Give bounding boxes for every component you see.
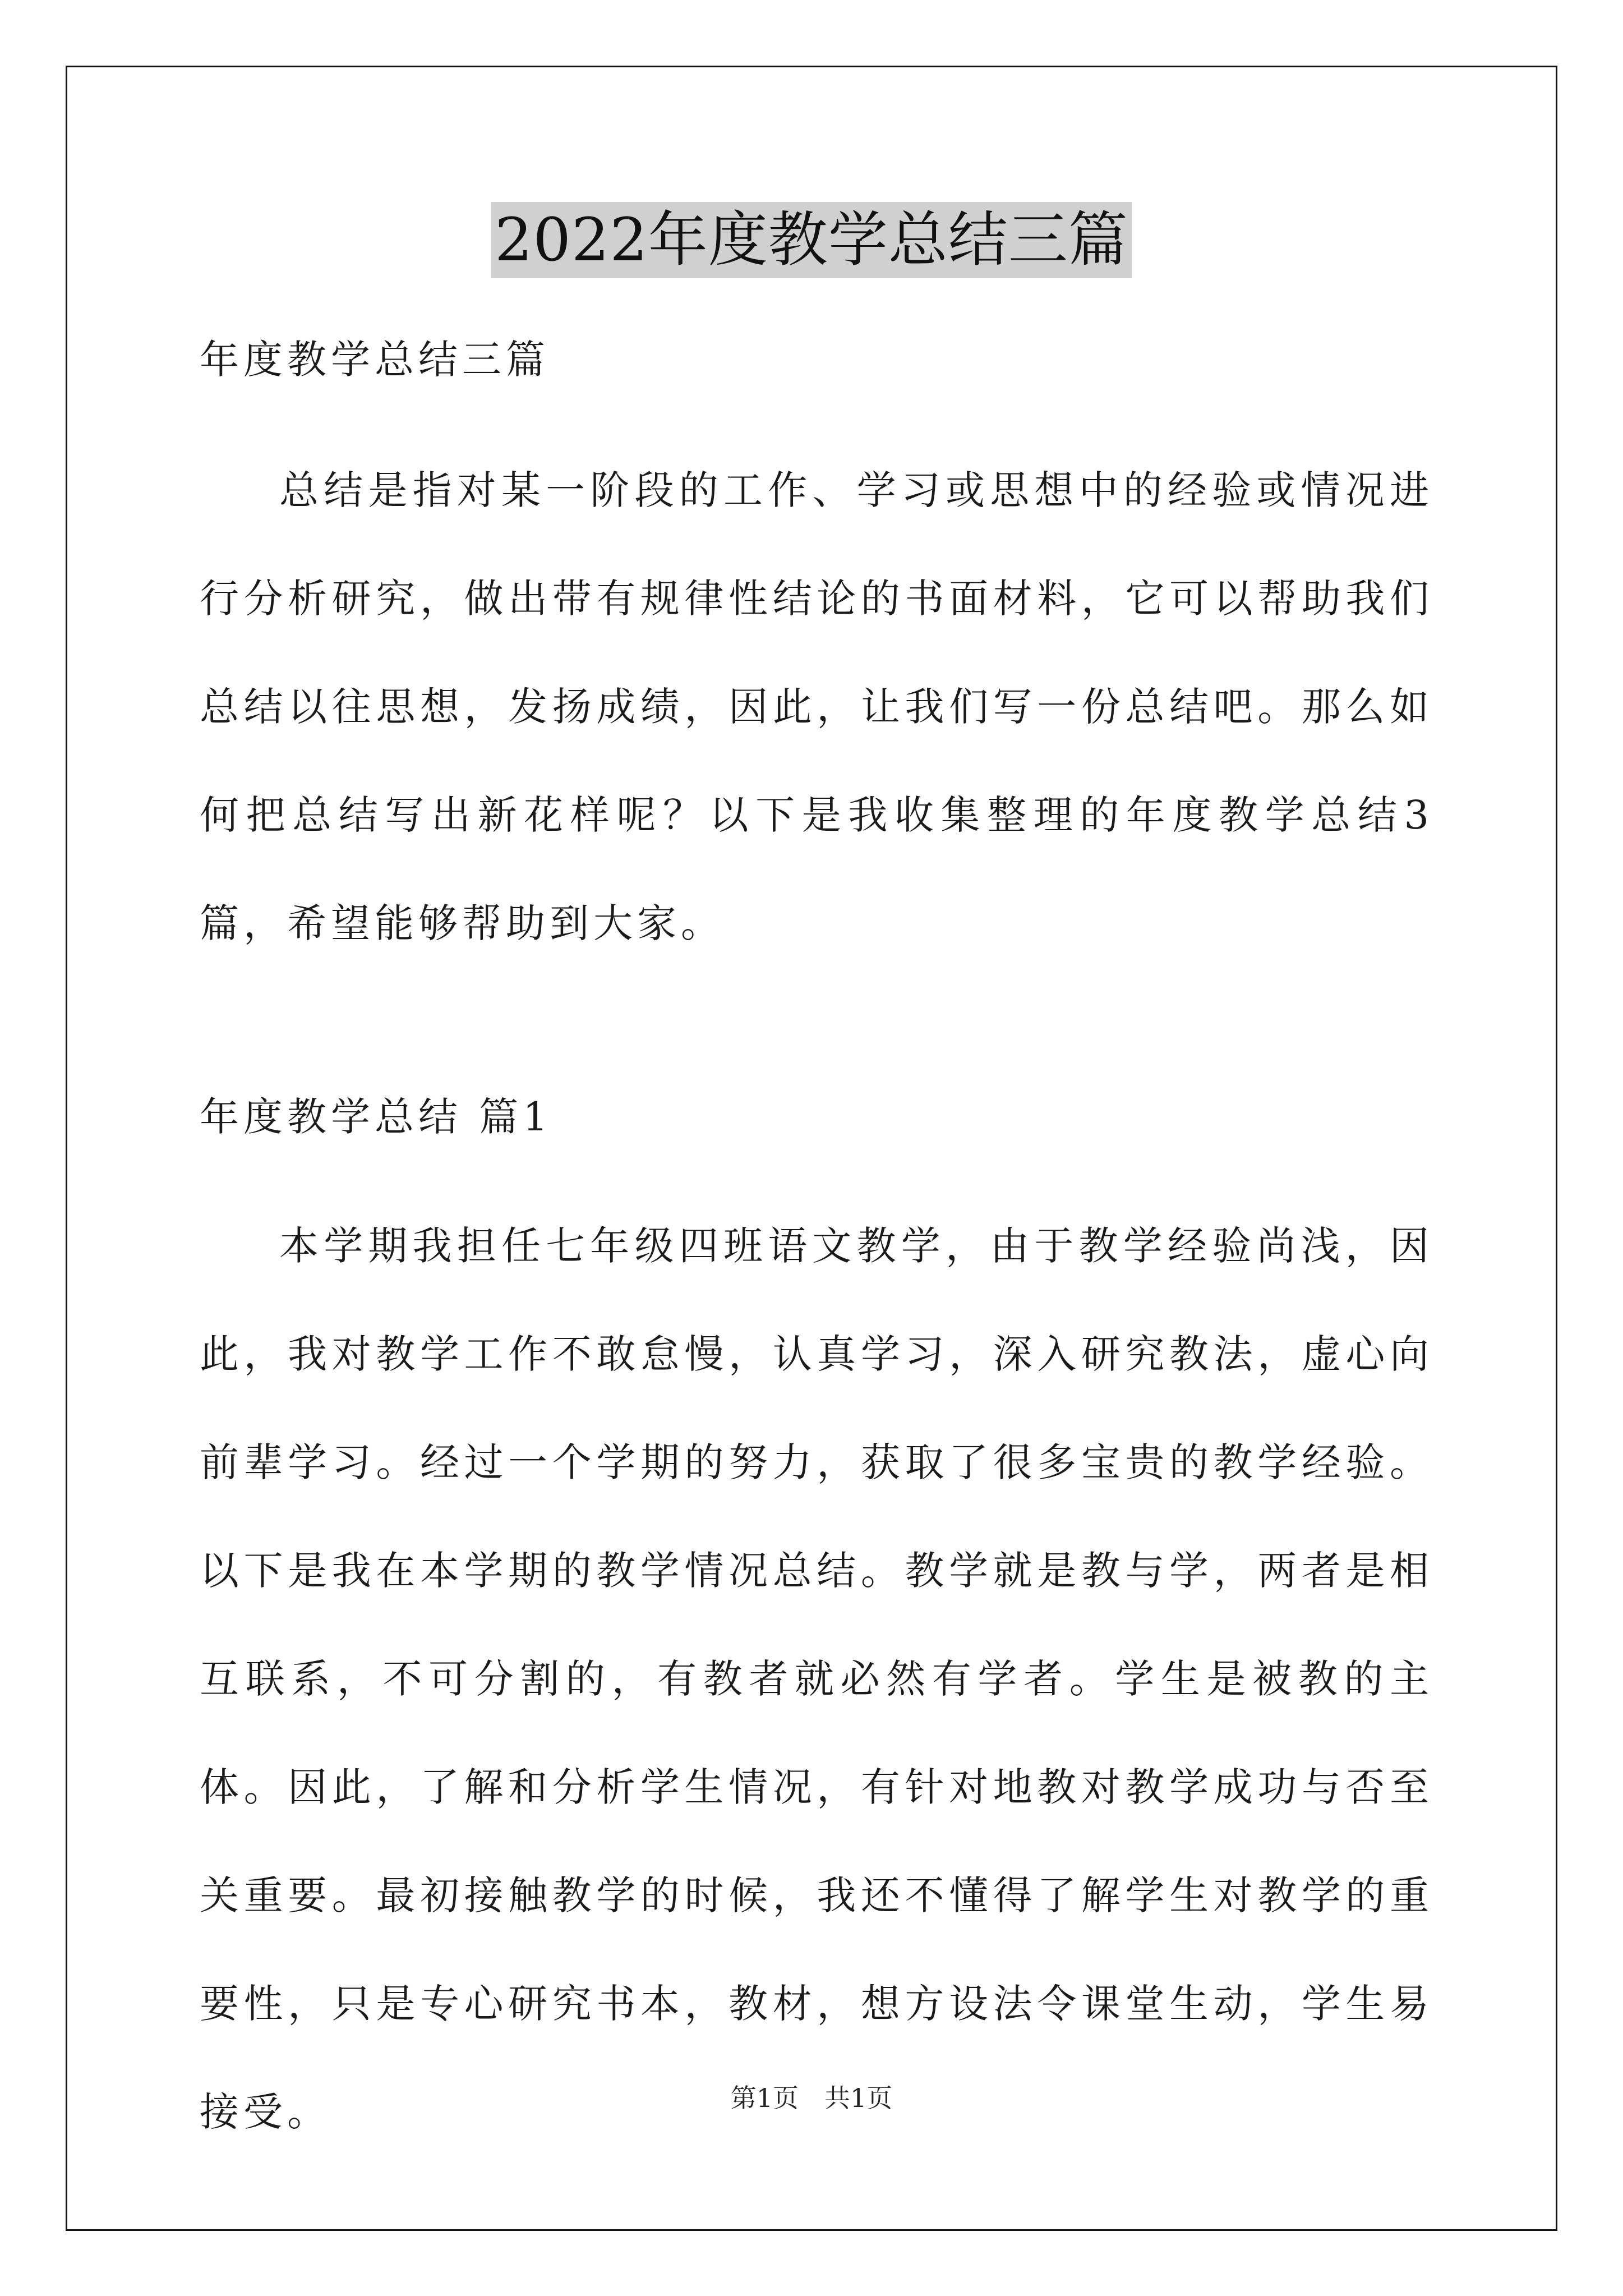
section-1-heading: 年度教学总结 篇1	[200, 1094, 552, 1140]
document-title: 2022年度教学总结三篇	[491, 202, 1132, 278]
page-number-footer: 第1页 共1页	[730, 2083, 893, 2113]
document-subtitle: 年度教学总结三篇	[200, 337, 550, 383]
intro-paragraph: 总结是指对某一阶段的工作、学习或思想中的经验或情况进行分析研究，做出带有规律性结论的书面材料，它可以帮助我们总结以往思想，发扬成绩，因此，让我们写一份总结吧。那么如何把总结写出新花样呢？以下是我收集整理的年度教学总结3篇，希望能够帮助到大家。	[200, 467, 1433, 946]
title-container	[0, 202, 1623, 278]
section-1-body: 本学期我担任七年级四班语文教学，由于教学经验尚浅，因此，我对教学工作不敢怠慢，认真学习，深入研究教法，虚心向前辈学习。经过一个学期的努力，获取了很多宝贵的教学经验。以下是我在本学期的教学情况总结。教学就是教与学，两者是相互联系，不可分割的，有教者就必然有学者。学生是被教的主体。因此，了解和分析学生情况，有针对地教对教学成功与否至关重要。最初接触教学的时候，我还不懂得了解学生对教学的重要性，只是专心研究书本，教材，想方设法令课堂生动，学生易接受。	[200, 1223, 1433, 2135]
